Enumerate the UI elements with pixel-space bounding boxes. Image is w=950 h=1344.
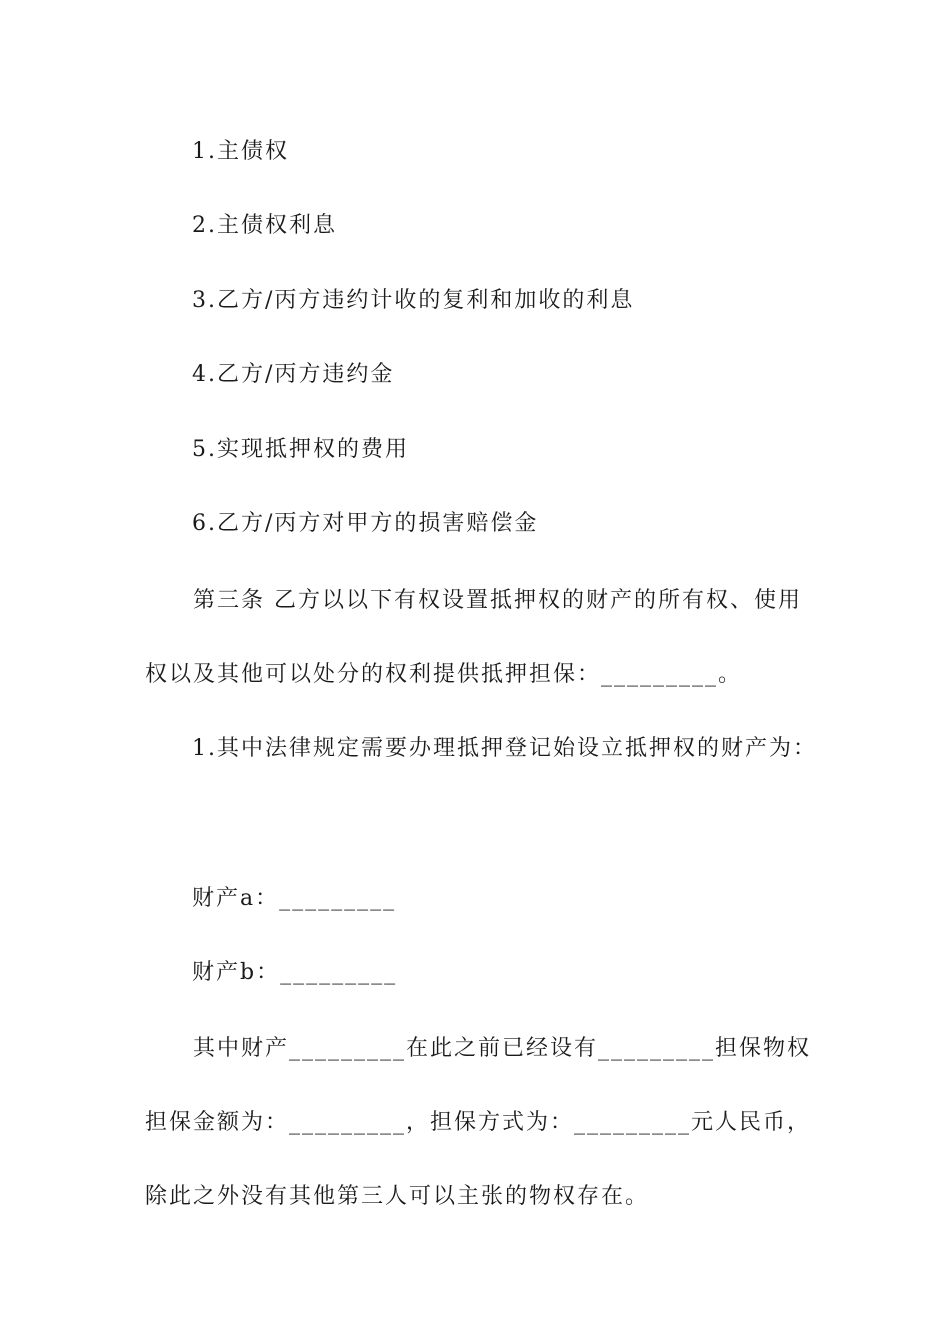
list-item-principal: 1.主债权 xyxy=(192,139,289,164)
list-item-liquidated-damages: 4.乙方/丙方违约金 xyxy=(192,362,395,387)
list-item-interest: 2.主债权利息 xyxy=(192,213,337,238)
list-item-compensation: 6.乙方/丙方对甲方的损害赔偿金 xyxy=(192,511,539,536)
property-a: 财产a：_________ xyxy=(192,886,397,911)
list-item-penalty-interest: 3.乙方/丙方违约计收的复利和加收的利息 xyxy=(192,288,635,313)
article-3-line-1: 第三条 乙方以以下有权设置抵押权的财产的所有权、使用 xyxy=(193,588,802,613)
list-item-enforcement-costs: 5.实现抵押权的费用 xyxy=(192,437,409,462)
existing-security-line-2: 担保金额为：_________，担保方式为：_________元人民币， xyxy=(145,1110,812,1135)
existing-security-line-1: 其中财产_________在此之前已经设有_________担保物权 xyxy=(193,1036,812,1061)
property-b: 财产b：_________ xyxy=(192,960,398,985)
existing-security-line-3: 除此之外没有其他第三人可以主张的物权存在。 xyxy=(145,1184,650,1209)
clause-1: 1.其中法律规定需要办理抵押登记始设立抵押权的财产为： xyxy=(192,736,817,761)
article-3-line-2: 权以及其他可以处分的权利提供抵押担保：_________。 xyxy=(145,662,743,687)
